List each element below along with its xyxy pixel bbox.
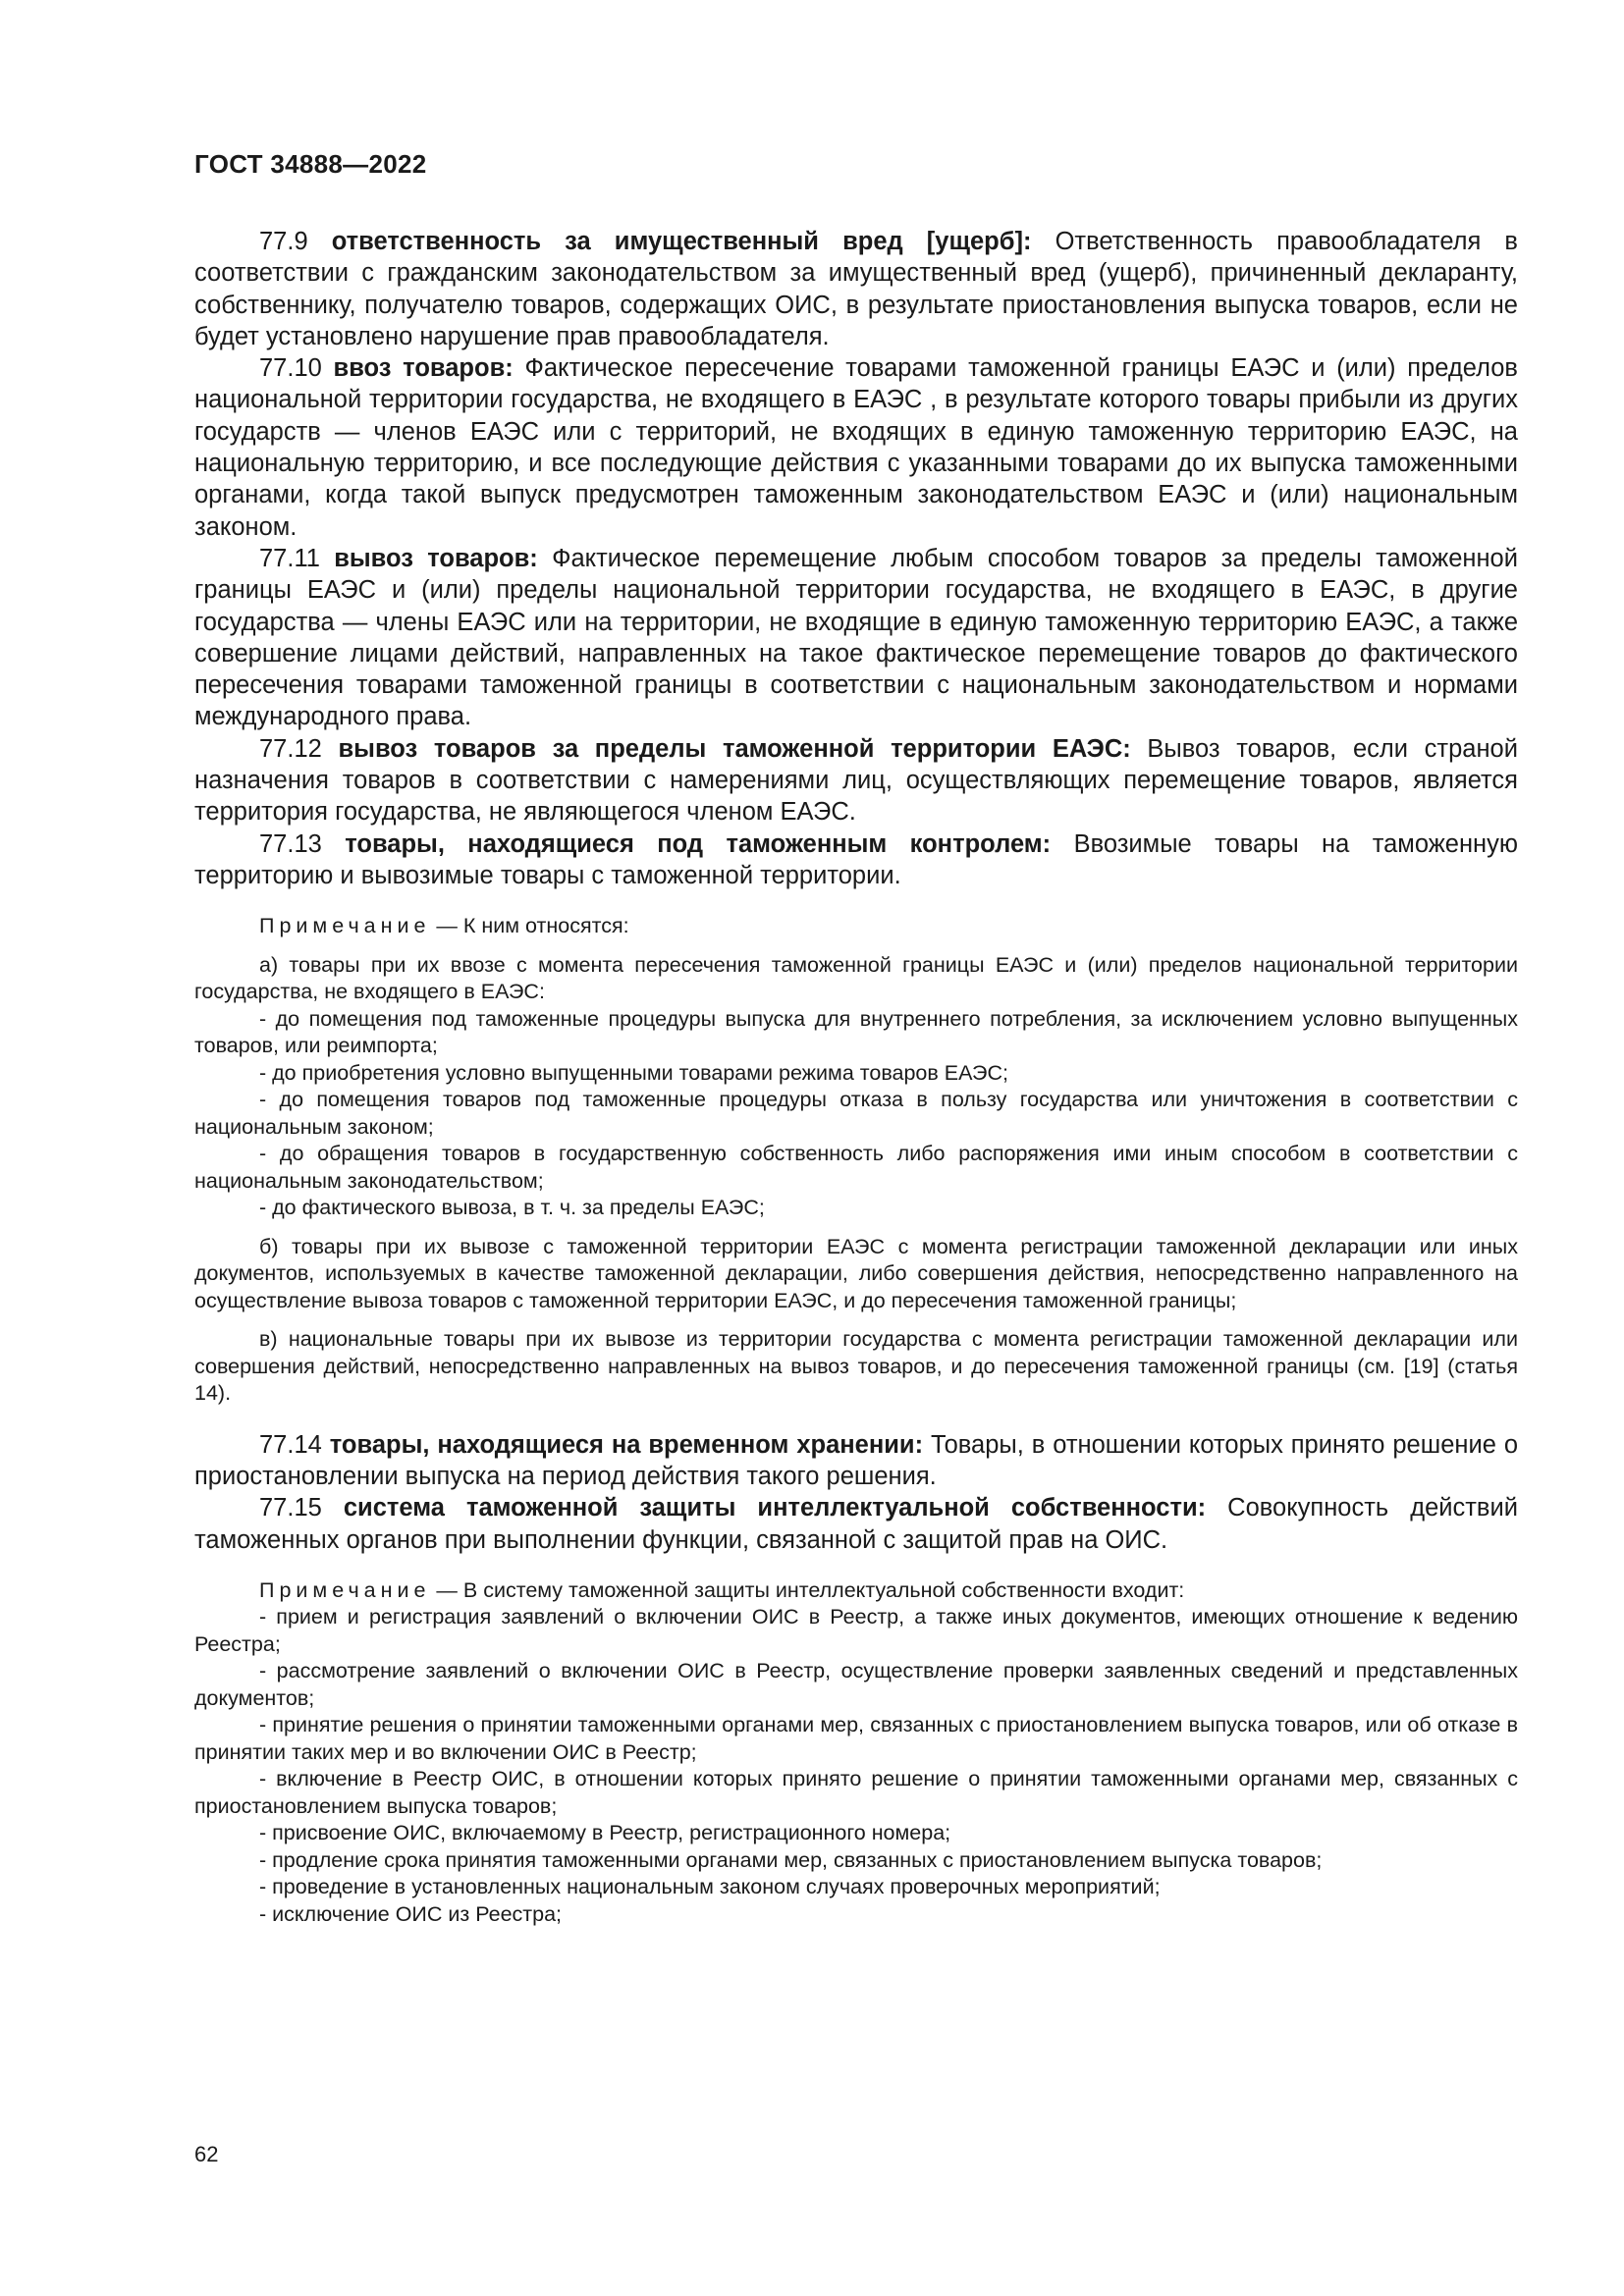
note-1-intro [194, 913, 1518, 940]
term-77-14 [194, 1429, 1518, 1493]
term-definition: Фактическое пересечение товарами таможенной границы ЕАЭС и (или) пределов национальной территории государства, не входящего в ЕАЭС , в результате которого товары прибыли из других государств — членов ЕАЭС или с территорий, не входящих в единую таможенную территорию ЕАЭС, на национальную территорию, и все последующие действия с указанными товарами до их выпуска таможенными органами, когда такой выпуск предусмотрен таможенным законодательством ЕАЭС и (или) национальным законом. [194, 354, 1518, 541]
term-number: 77.11 [259, 544, 320, 572]
term-77-9 [194, 226, 1518, 352]
note-intro: — В систему таможенной защиты интеллектуальной собственности входит: [430, 1577, 1185, 1602]
note-2-intro [194, 1577, 1518, 1605]
term-definition: Вывоз товаров, если страной назначения товаров в соответствии с намерениями лиц, осуществляющих перемещение товаров, является территория государства, не являющегося членом ЕАЭС. [194, 734, 1518, 827]
document-body [194, 226, 1518, 1928]
term-number: 77.12 [259, 734, 322, 763]
term-77-15 [194, 1492, 1518, 1556]
term-definition: Фактическое перемещение любым способом товаров за пределы таможенной границы ЕАЭС и (или) пределы национальной территории государства, не входящего в ЕАЭС, в другие государства — члены ЕАЭС или на территории, не входящие в единую таможенную территорию ЕАЭС, а также совершение лицами действий, направленных на такое фактическое перемещение товаров до фактического пересечения товарами таможенной границы в соответствии с национальным законодательством и нормами международного права. [194, 544, 1518, 731]
document-header: ГОСТ 34888—2022 [194, 149, 427, 179]
note-1-subitem: - до фактического вывоза, в т. ч. за пределы ЕАЭС; [259, 1196, 765, 1220]
term-77-13 [194, 828, 1518, 892]
note-1-subitem: - до помещения под таможенные процедуры выпуска для внутреннего потребления, за исключением условно выпущенных товаров, или реимпорта; [194, 1006, 1518, 1058]
term-number: 77.14 [259, 1430, 322, 1459]
note-2-item: - прием и регистрация заявлений о включении ОИС в Реестр, а также иных документов, имеющих отношение к ведению Реестра; [194, 1605, 1518, 1656]
note-1-item-b: б) товары при их вывозе с таможенной территории ЕАЭС с момента регистрации таможенной декларации или иных документов, используемых в качестве таможенной декларации, либо совершения действия, непосредственно направленного на осуществление вывоза товаров с таможенной территории ЕАЭС, и до пересечения таможенной границы; [194, 1234, 1518, 1312]
note-intro: — К ним относятся: [430, 914, 629, 938]
term-number: 77.10 [259, 354, 322, 383]
note-2-item: - проведение в установленных национальным законом случаях проверочных мероприятий; [259, 1875, 1161, 1899]
note-1-subitem: - до обращения товаров в государственную собственность либо распоряжения ими иным способом в соответствии с национальным законодательством; [194, 1142, 1518, 1193]
term-number: 77.13 [259, 829, 322, 858]
term-title: ввоз товаров: [333, 354, 514, 383]
note-1-subitem: - до помещения товаров под таможенные процедуры отказа в пользу государства или уничтожения в соответствии с национальным законом; [194, 1088, 1518, 1139]
term-definition: Товары, в отношении которых принято решение о приостановлении выпуска на период действия такого решения. [194, 1430, 1519, 1491]
note-1-item-a: а) товары при их ввозе с момента пересечения таможенной границы ЕАЭС и (или) пределов национальной территории государства, не входящего в ЕАЭС: [194, 952, 1518, 1004]
term-definition: Ответственность правообладателя в соответствии с гражданским законодательством за имущественный вред (ущерб), причиненный декларанту, собственнику, получателю товаров, содержащих ОИС, в результате приостановления выпуска товаров, если не будет установлено нарушение прав правообладателя. [194, 228, 1518, 350]
note-1-item-c: в) национальные товары при их вывозе из территории государства с момента регистрации таможенной декларации или совершения действий, непосредственно направленных на вывоз товаров, и до пересечения таможенной границы (см. [19] (статья 14). [194, 1327, 1518, 1406]
note-2-item: - продление срока принятия таможенными органами мер, связанных с приостановлением выпуска товаров; [259, 1847, 1323, 1872]
term-title: товары, находящиеся на временном хранении: [329, 1430, 924, 1459]
note-2-item: - присвоение ОИС, включаемому в Реестр, регистрационного номера; [259, 1821, 951, 1845]
term-definition: Совокупность действий таможенных органов при выполнении функции, связанной с защитой прав на ОИС. [194, 1494, 1518, 1554]
term-number: 77.15 [259, 1494, 322, 1522]
note-2-item: - исключение ОИС из Реестра; [259, 1901, 563, 1926]
term-number: 77.9 [259, 228, 308, 255]
note-2-item: - рассмотрение заявлений о включении ОИС в Реестр, осуществление проверки заявленных сведений и представленных документов; [194, 1659, 1518, 1710]
term-title: система таможенной защиты интеллектуальной собственности: [343, 1494, 1207, 1522]
term-title: вывоз товаров: [334, 544, 538, 572]
note-2-item: - включение в Реестр ОИС, в отношении которых принято решение о принятии таможенными органами мер, связанных с приостановлением выпуска товаров; [194, 1767, 1518, 1818]
note-1-subitem: - до приобретения условно выпущенными товарами режима товаров ЕАЭС; [259, 1060, 1008, 1085]
note-label: Примечание [259, 1577, 431, 1602]
term-77-12 [194, 733, 1518, 828]
note-2-item: - принятие решения о принятии таможенными органами мер, связанных с приостановлением выпуска товаров, или об отказе в принятии таких мер и во включении ОИС в Реестр; [194, 1713, 1518, 1764]
note-label: Примечание [259, 914, 431, 938]
term-77-11 [194, 543, 1518, 733]
term-title: вывоз товаров за пределы таможенной территории ЕАЭС: [338, 734, 1131, 763]
page-number: 62 [194, 2142, 219, 2166]
term-77-10 [194, 352, 1518, 543]
term-definition: Ввозимые товары на таможенную территорию и вывозимые товары с таможенной территории. [194, 829, 1518, 889]
term-title: товары, находящиеся под таможенным контролем: [345, 829, 1052, 858]
term-title: ответственность за имущественный вред [ущерб]: [331, 228, 1032, 255]
